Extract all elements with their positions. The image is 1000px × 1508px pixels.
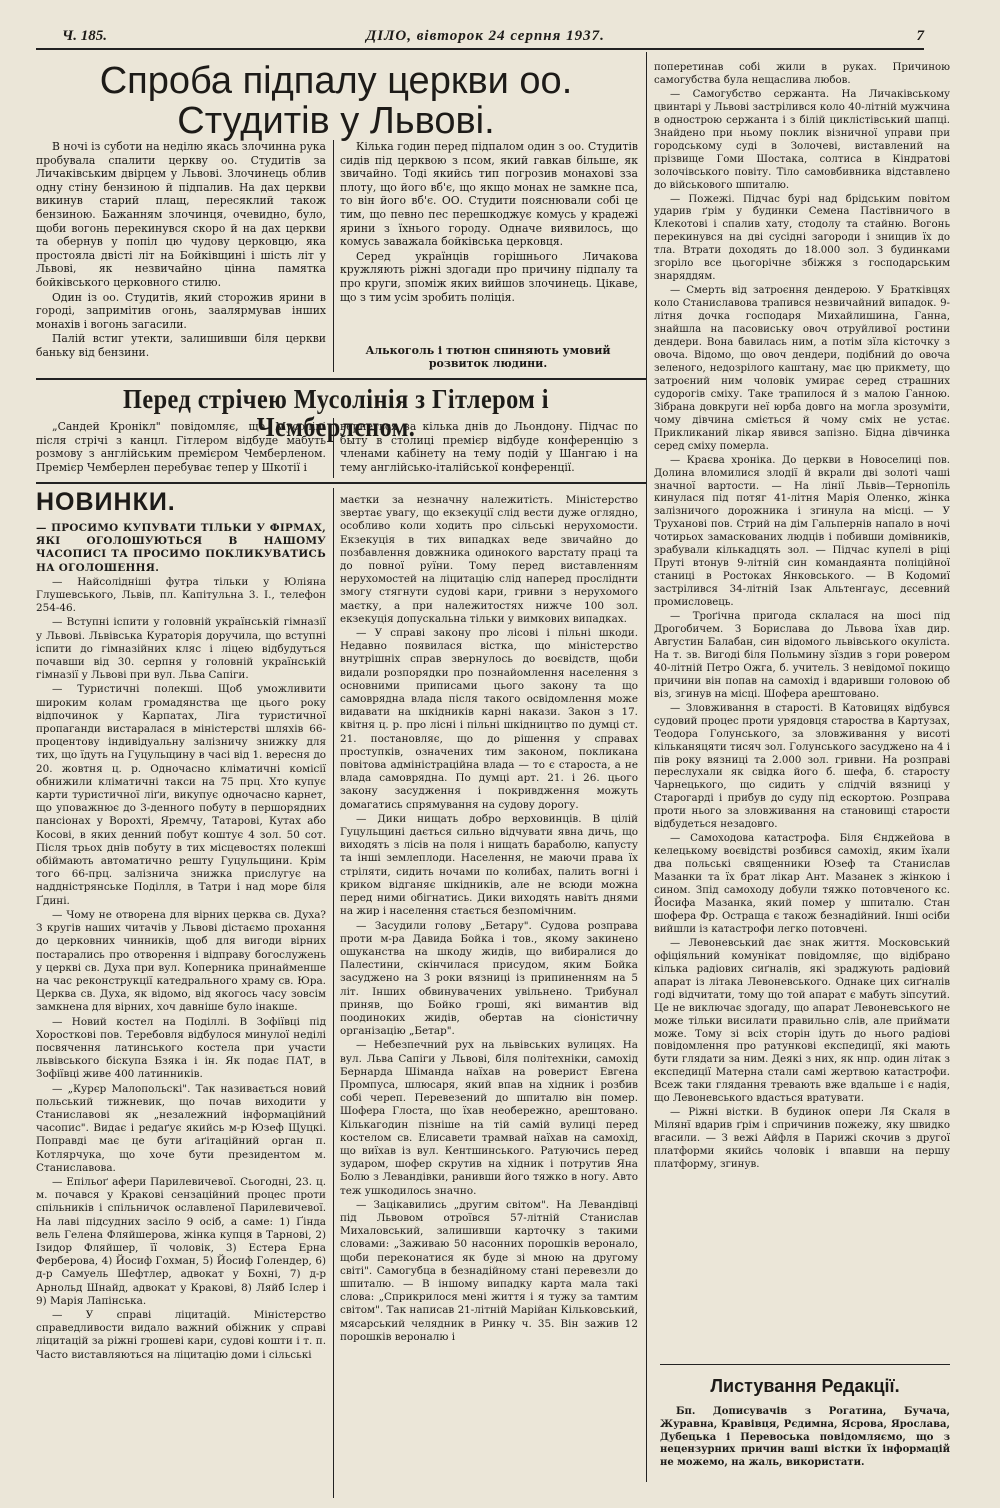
news-item: — „Курєр Малопольскі". Так називається новий польський тижневик, що почав виходити у Станиславові як „незалежний інформаційний часопис". Видає і редаґує якийсь м-р Юзеф Щуцкі. Поправді має це бути аґітаційний орган п. Котлярчука, що хоче бути президентом м. Станиславова. xyxy=(36,1082,326,1174)
letters-text xyxy=(660,1406,950,1470)
news-item: — Зловживання в старості. В Катовицях відбувся судовий процес проти урядовця староства в Картузах, Теодора Голунського, за зловживання у висоті кільканяцяти тисяч зол. Голунського засуджено на 4 і пів року вязниці та 2.000 зол. гривни. На розправі переслухали як свідка його б. шефа, б. старосту Чарнецького, що сидить у слідчій вязниці у Старогарді і прибув до суду під ескортою. Розправа проти нього за зловживання на становищі старости відбудеться незадовго. xyxy=(654,702,950,831)
news-item: — Самоходова катастрофа. Біля Єнджейова в келецькому воєвідстві розбився самохід, яким їхали два польські священники Юзеф та Станислав Мазанки та їх брат лікар Ант. Мазанек з жінкою і сином. Зпід самоходу добули тяжко потовченого кс. Йосифа Мазанка, який помер у шпиталю. Стан шофера Фр. Остраща є також безнадійний. Інші осіби вийшли із катастрофи легко потовчені. xyxy=(654,833,950,935)
paragraph: Палій встиг утекти, залишивши біля церкви баньку від бензини. xyxy=(36,332,326,359)
divider-right-column xyxy=(646,52,647,1482)
letters-paragraph: Бп. Дописувачів з Рогатина, Бучача, Журавна, Кравівця, Рєдимна, Ясрова, Ярослава, Дубецька і Перевоська повідомляємо, що з нецензурних причин ваші вістки їх інформацій не можемо, на жаль, використати. xyxy=(660,1406,950,1469)
masthead xyxy=(36,28,924,50)
article2-right-column xyxy=(340,420,638,474)
novinky-column-3 xyxy=(654,62,950,1172)
news-item: — У справі ліцитацій. Міністерство справедливости видало важний обіжник у справі ліцитацій за ріжні грошеві кари, судові кошти і т. п. Часто виставляються на ліцитацію доми і сільські xyxy=(36,1308,326,1361)
news-item: — Дики нищать добро верховинців. В цілій Гуцульщині дається сильно відчувати явна дичь, що виходять з лісів на поля і нищать бараболю, капусту та інші землеплоди. Населення, не маючи права їх стріляти, сидить ночами по колибах, палить вогні і криком відганяє шкідників, але не всюди можна перед ними обігнатись. Дики виходять навіть днями на жир і населення стається безпомічним. xyxy=(340,812,638,918)
issue-number: Ч. 185. xyxy=(62,28,107,44)
divider-article1-mid xyxy=(333,140,334,372)
news-item: — Краєва хроніка. До церкви в Новоселиці пов. Долина вломилися злодії й вкрали дві золоті чаші значної вартости. — На лінії Львів—Тернопіль кинулася під потяг 41-літня Марія Оленко, жінка залізничого дорожника і згинула на місці. — У Труханові пов. Стрий на дім Гальпернів напало в ночі чотирьох замаскованих людців і побивши домівників, зрабували кількадцять зол. — Підчас купелі в ріці Пруті втонув 9-літній син командаянта поліційної станиці в Ростоках Янковського. — В Кодомиї застрілився 34-літній Ізак Альтенгаус, дєсевний промисловець. xyxy=(654,454,950,609)
article1-title: Спроба підпалу церкви оо. Студитів у Львові. xyxy=(99,60,573,142)
paragraph: В ночі із суботи на неділю якась злочинна рука пробувала спалити церкву оо. Студитів за Личаківським двірцем у Львові. Злочинець облив одну стіну бензиною й підпалив. На дах церкви викинув старий плащ, пересяклий також бензиною. Бажанням злочинця, очевидно, було, щоби вогонь перекинувся скоро й на дах церкви та обернув у попіл цю чудову церковцю, яка простояла двісті літ на Бойківщині і шість літ у Львові, як незвичайно цінна памятка бойківського церковного стилю. xyxy=(36,140,326,289)
news-item: — Вступні іспити у головній українській гімназії у Львові. Львівська Кураторія доручила, що вступні іспити до гімназійних кляс і ліцею відбудуться почавши від 30. серпня у головній українській гімназії у Львові при вул. Льва Сапіги. xyxy=(36,616,326,682)
novinky-column-1 xyxy=(36,522,326,1362)
advert-notice: — ПРОСИМО КУПУВАТИ ТІЛЬКИ У ФІРМАХ, ЯКІ ОГОЛОШУЮТЬСЯ В НАШОМУ ЧАСОПИСІ ТА ПРОСИМО ПОКЛИКУВАТИСЬ НА ОГОЛОШЕННЯ. xyxy=(36,522,326,574)
article1-left-column xyxy=(36,140,326,360)
news-item: маєтки за незначну належитість. Міністерство звертає увагу, що екзекуції слід вести дуже оглядно, особливо коли ходить про сільські нерухомости. Екзекуція в тих випадках веде звичайно до позбавлення довжника одинокого варстату праці та до повної руїни. Тому перед виставленням нерухомостей на ліцитацію слід наперед просліднти змогу стягнути судові кари, гривни з нерухомого маєтку, а при належитостях нижче 100 зол. екзекуція допускальна тільки у вимкових випадках. xyxy=(340,494,638,625)
divider-letters xyxy=(660,1364,950,1365)
masthead-title: ДІЛО, вівторок 24 серпня 1937. xyxy=(366,28,605,44)
novinky-column-2 xyxy=(340,494,638,1344)
paragraph: Кілька годин перед підпалом один з оо. Студитів сидів під церквою з псом, який гавкав більше, як звичайно. Тоді якийсь тип погрозив монахові зза плоту, що його вб'є, що якщо монах не замкне пса, то він його вб'є. ОО. Студити пояснювали собі це тим, що певно пес перешкоджує комусь у крадежі ярини з їхнього городу. Одначе виявилось, що комусь заважала бойківська церковця. xyxy=(340,140,638,249)
boxed-slogan: Алькоголь і тютюн спиняють умовий розвиток людини. xyxy=(365,344,611,370)
news-item: — Левоневський дає знак життя. Московський офіціяльний комунікат повідомляє, що відібрано кілька радіових сиґналів, які зраджують радіовий апарат із літака Левоневського. Однаке цих сиґналів годі відчитати, тому що той апарат є мабуть зіпсутий. Це не виключає здогаду, що апарат Левоневського не може тільки висилати правильно слів, але приймати може. Тому зі всіх сторін ідуть до нього радіові повідомлення про ратункові експедиції, які мають бути глядати за ним. Деякі з них, як нпр. один літак з експедиції Матерна стали самі жертвою катастрофи. Всеж таки глядання тревають вже вдальше і є надія, що Левоневського вдасться вратувати. xyxy=(654,937,950,1105)
news-item: — Ріжні вістки. В будинок опери Ля Скаля в Мілянї вдарив ґрім і спричинив пожежу, яку швидко вгасили. — З вежі Айфля в Парижі скочив з другої платформи якийсь чоловік і впавши на першу платформу, згинув. xyxy=(654,1107,950,1171)
news-item: поперетинав собі жили в руках. Причиною самогубства була нещаслива любов. xyxy=(654,62,950,86)
paragraph: вернеться за кілька днів до Льондону. Підчас по быту в столиці премієр відбуде конференцію з членами кабінету на тему подій у Шангаю і на тему англійсько-італійської конференції. xyxy=(340,420,638,474)
divider-novinky-mid xyxy=(333,488,334,1498)
article1-right-column xyxy=(340,140,638,304)
news-item: — Зацікавились „другим світом". На Левандівці під Львовом отроївся 57-літній Станислав Михаловський, залишивши карточку з такими словами: „Заживаю 50 насонних порошків веронало, щоби переконатися як буде зі мною на другому світі". Самогубца в безнадійному стані перевезли до шпиталю. — В іншому випадку карта мала такі слова: „Сприкрилося мені життя і я тужу за тамтим світом". Так написав 21-літній Марійан Кільковський, мясарський челядник в Ринку ч. 35. Він зажив 12 порошків вероналю і xyxy=(340,1198,638,1343)
news-item: — Пожежі. Підчас бурі над брідським повітом ударив ґрім у будинки Семена Пастівничого в Клекотові і спалив хату, стодолу та стайню. Вогонь перекинувся на дві сусідні загороди і знищив їх до тла. Втрати доходять до 18.000 зол. З будинками згоріло все цьогорічне збіжжя з господарським знаряддям. xyxy=(654,193,950,283)
paragraph: „Сандей Кронікл" повідомляє, що Мусоліні після стрічі з канцл. Гітлером відбуде мабуть розмову з англійським премієром Чемберленом. Премієр Чемберлен перебуває тепер у Шкотії і xyxy=(36,420,326,474)
news-item: — Засудили голову „Бетару". Судова розправа проти м-ра Давида Бойка і тов., якому закинено ошуканства на шкоду жидів, що вибиралися до Палестини, скінчилася присудом, яким Бойка засуджено на 3 роки вязниці із припиненням на 5 літ. Інших обвинувачених увільнено. Трибунал приняв, що Бойко гроші, які вимантив від поодиноких жидів, обертав на сіоністичну організацію „Бетар". xyxy=(340,919,638,1038)
news-item: — Туристичні полекші. Щоб уможливити широким колам громадянства ще цього року відпочинок у Карпатах, Ліга туристичної пропаганди вистаралася в міністерстві шляхів 66-процентову індивідуальну залізничу знижку для тих, що їдуть на Гуцульщину в часі від 1. вересня до 20. жовтня ц. р. Одночасно кліматичні комісії обнижили кліматичні такси на 75 прц. Хто купує карти туристичної ліґи, викупує одночасно карнет, що уповажнює до 3-денного побуту в першорядних пансіонах у Ворохті, Яремчу, Татарові, Кутах або Косові, в яких денний побут коштує 4 зол. 50 сот. Після трьох днів побуту в тих місцевостях полекші обіймають автоматично решту Гуцульщини. Крім того 66-прц. залізнича знижка прислугує на наддністрянське Поділля, в Татри і над море біля Ґдині. xyxy=(36,683,326,907)
news-item: — У справі закону про лісові і пільні шкоди. Недавно появилася вістка, що міністерство внутрішніх справ звернулось до воєвідств, щоби видали розпорядки про познайомлення населення з основними приписами цього закону та що самоврядна влада після такого освідомлення може видавати на шкідників карні накази. Закон з 17. квітня ц. р. про лісні і пільні шкідництво по думці ст. 21. постановляє, що до рішення у справах проступків, означених тим законом, покликана повітова адміністраційна влада — то є староста, а не влада самоврядна. По думці арт. 21. і 26. цього закону засудження і покривдження можуть домагатись спрямування на судову дорогу. xyxy=(340,627,638,811)
news-item: — Смерть від затроєння дендерою. У Братківцях коло Станиславова трапився незвичайний випадок. 9-літня дочка господаря Михайлишина, Ганна, знайшла на пасовиську овоч отруйливої ростини дендери. Вона бавилась ним, а потім зїла кісточку з овоча. Відомо, що овоч дендери, подібний до овоча зеленого, недозрілого каштану, має цю прикмету, що затроєний ним чоловік умирає серед страшних судорогів сміху. Таке трапилося й з малою Ганною. Зібрана довкруги неї юрба довго на могла зрозуміти, чому дівчина сміється й чому сміх не устає. Прикликаний лікар явився запізно. Бідна дівчинка серед сміху померла. xyxy=(654,285,950,452)
divider-article2-bottom xyxy=(36,482,646,484)
news-item: — Самогубство сержанта. На Личаківському цвинтарі у Львові застрілився коло 40-літній мужчина в однострою сержанта і з білій циклістівський шапці. Знайдено при ньому поклик візничної управи при городському суді в Золочеві, виставлений на прізвище Гоми Шостака, солтиса в Кіндратові золочівського повіту. Тіло самовбивника відставлено до військового шпиталю. xyxy=(654,88,950,191)
paragraph: Один із оо. Студитів, який сторожив ярини в городі, запримітив огонь, заалярмував інших монахів і вогонь загасили. xyxy=(36,290,326,331)
paragraph: Серед українців горішнього Личакова кружляють ріжні здогади про причину підпалу та про круги, зпоміж яких вийшов злочинець. Цікаве, що з тим усім зробить поліція. xyxy=(340,249,638,304)
news-item: — Найсолідніші футра тільки у Юліяна Глушевського, Львів, пл. Капітульна 3. І., телефон 254-46. xyxy=(36,575,326,615)
news-item: — Новий костел на Поділлі. В Зофіївці під Хоросткові пов. Теребовля відбулося минулої неділі посвячення латинського костела при участи львівського біскупа Бзяка і ін. Як подає ПАТ, в Зофіївці живе 400 латинників. xyxy=(36,1015,326,1081)
news-item: — Троґічна пригода склалася на шосі під Дрогобичем. З Борислава до Львова їхав дир. Августин Балабан, син відомого львівського окуліста. На т. зв. Вигоді біля Польмину зїздив з гори ровером 40-літній Петро Ожга, б. учитель. З невідомої покищо причини він попав на самохід і вдаривши головою об віз, згинув на місці. Шофера арештовано. xyxy=(654,611,950,700)
news-item: — Небезпечний рух на львівських вулицях. На вул. Льва Сапіги у Львові, біля політехніки, самохід Бернарда Шіманда наїхав на роверист Евгена Промпуса, шлюсаря, який впав на хідник і розбив собі череп. Перевезений до шпиталю він помер. Шофера Глоста, що їхав необережно, арештовано. Кількагодин пізніше на тій самій вулиці перед костелом св. Елисавети трамвай наїхав на самохід, що виїхав із вул. Кентшинського. Ратуючись перед зударом, шофер скрутив на хідник і потрутив Яна Болю з Левандівки, ранивши його тяжко в ногу. Авто теж ушкодилось значно. xyxy=(340,1039,638,1197)
novinky-title: НОВИНКИ. xyxy=(36,488,176,516)
page-number: 7 xyxy=(916,28,924,44)
article2-left-column xyxy=(36,420,326,474)
news-item: — Епільоґ афери Парилевичевої. Сьогодні, 23. ц. м. почався у Кракові сензаційний процес проти спільників і спільничок ославленої Парилевичевої. На лаві підсудних засіло 9 осіб, а саме: 1) Ґінда вель Гелена Фляйшерова, жінка купця в Тарнові, 2) Ізидор Фляйшер, її чоловік, 3) Естера Ерна Ферберова, 4) Йосиф Гохман, 5) Йосиф Голендер, 6) д-р Самуель Шефтлер, адвокат у Бохні, 7) д-р Арнольд Шнайд, адвокат у Кракові, 8) Ляйб Іслер і 9) Марія Лапінська. xyxy=(36,1175,326,1307)
article2-title: Перед стрічею Мусолінія з Гітлером і Чемберлєном. xyxy=(122,384,550,443)
letters-title: Листування Редакції. xyxy=(710,1376,900,1396)
divider-article1-bottom xyxy=(36,378,646,380)
news-item: — Чому не отворена для вірних церква св. Духа? З кругів наших читачів у Львові дістаємо прохання до церковних чинників, щоб для вигоди вірних постарались про отворення і відправу богослужень у церкві св. Духа при вул. Коперника принайменше на час реконструкції катедрального храму св. Юра. Церква св. Духа, як відомо, від якогось часу зовсім замкнена для вірних, хоч давніше було інакше. xyxy=(36,908,326,1014)
